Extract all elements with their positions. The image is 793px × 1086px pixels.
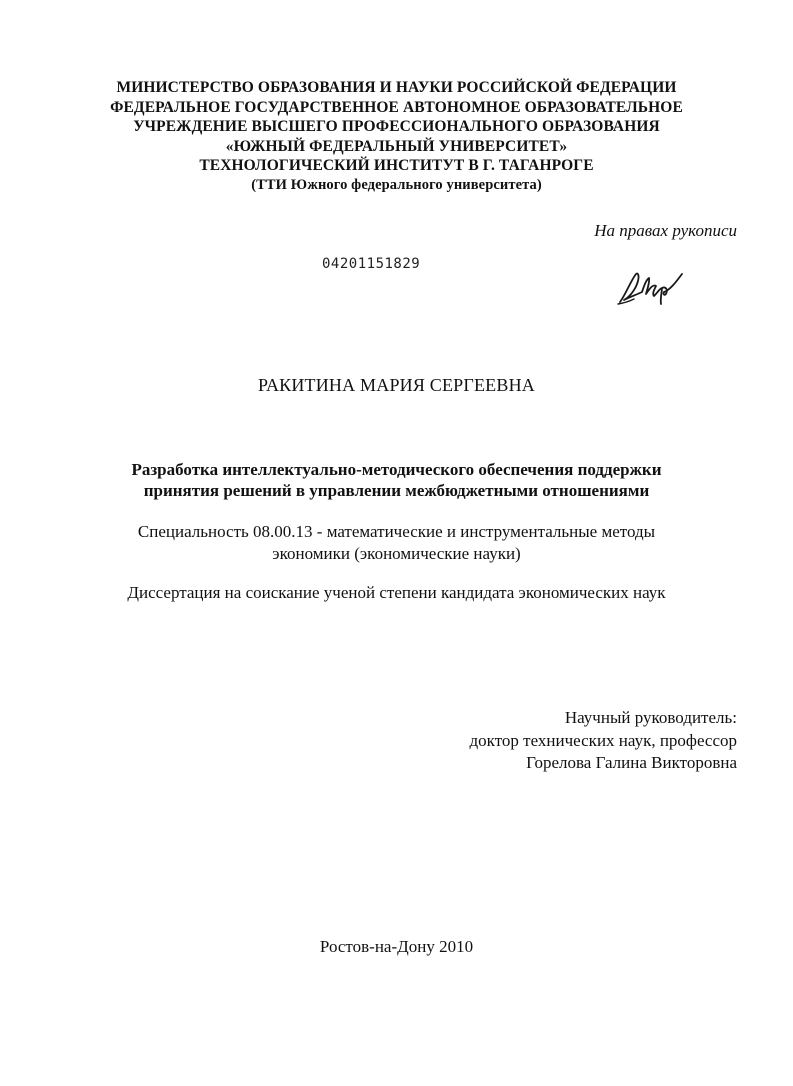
supervisor-degree: доктор технических наук, профессор [469,730,737,750]
specialty-line-2: экономики (экономические науки) [272,543,521,563]
city-year: Ростов-на-Дону 2010 [319,937,474,956]
institution-header [0,78,793,195]
supervisor-block [470,707,737,775]
specialty [0,521,793,564]
title-line-1: Разработка интеллектуально-методического обеспечения поддержки [131,460,662,479]
handwritten-signature [616,264,686,308]
supervisor-name: Горелова Галина Викторовна [526,753,737,772]
title-line-2: принятия решений в управлении межбюджетными отношениями [143,481,650,500]
header-line-federal: ФЕДЕРАЛЬНОЕ ГОСУДАРСТВЕННОЕ АВТОНОМНОЕ ОБРАЗОВАТЕЛЬНОЕ [110,98,683,116]
specialty-line-1: Специальность 08.00.13 - математические и инструментальные методы [137,522,656,541]
header-line-ministry: МИНИСТЕРСТВО ОБРАЗОВАНИЯ И НАУКИ РОССИЙСКОЙ ФЕДЕРАЦИИ [116,79,677,96]
header-line-institute: ТЕХНОЛОГИЧЕСКИЙ ИНСТИТУТ В Г. ТАГАНРОГЕ [199,157,594,174]
catalog-number: 04201151829 [322,256,421,272]
header-line-university: «ЮЖНЫЙ ФЕДЕРАЛЬНЫЙ УНИВЕРСИТЕТ» [225,137,568,155]
dissertation-title [0,459,793,501]
author-name: РАКИТИНА МАРИЯ СЕРГЕЕВНА [258,375,535,395]
dissertation-type: Диссертация на соискание ученой степени кандидата экономических наук [127,583,666,602]
header-line-institution-type: УЧРЕЖДЕНИЕ ВЫСШЕГО ПРОФЕССИОНАЛЬНОГО ОБРАЗОВАНИЯ [133,118,660,135]
supervisor-label: Научный руководитель: [564,708,737,727]
header-line-abbreviation: (ТТИ Южного федерального университета) [251,176,542,193]
manuscript-rights-note: На правах рукописи [594,221,737,240]
